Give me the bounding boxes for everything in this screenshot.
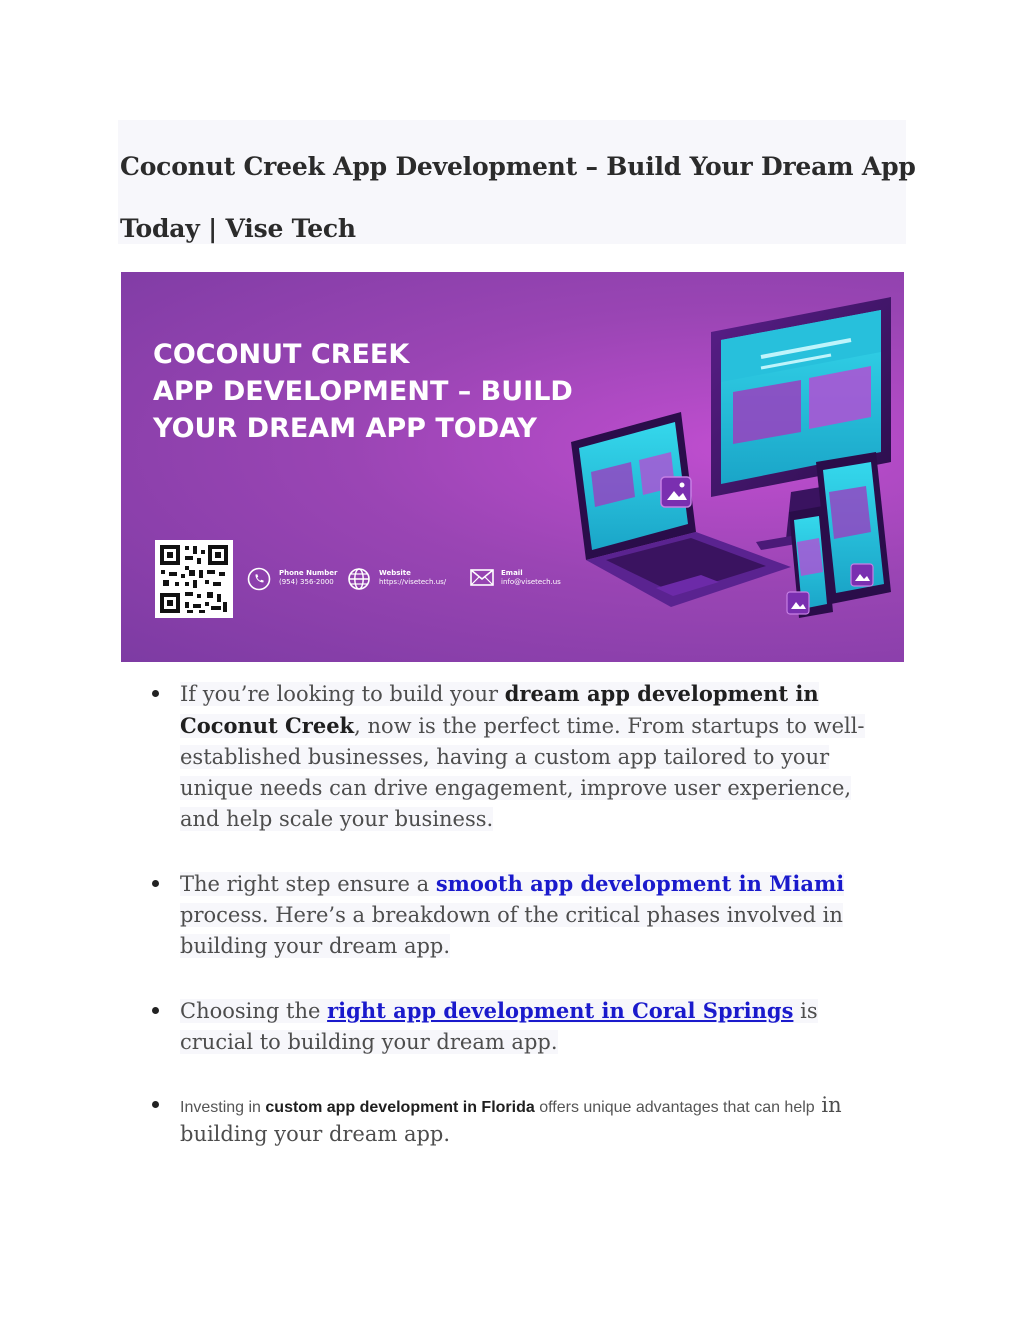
devices-illustration	[561, 292, 901, 642]
list-item	[180, 1092, 892, 1148]
bullet-2-pre: The right step ensure a	[180, 872, 436, 896]
page-title-line-1: Coconut Creek App Development – Build Your Dream App	[120, 152, 916, 181]
contact-website	[347, 567, 457, 597]
bullet-1-pre: If you’re looking to build your	[180, 682, 505, 706]
coral-springs-link[interactable]: right app development in Coral Springs	[327, 998, 794, 1023]
miami-link[interactable]: smooth app development in Miami	[435, 871, 845, 896]
email-value: info@visetech.us	[501, 578, 561, 586]
banner-headline-line-2: APP DEVELOPMENT – BUILD	[153, 376, 573, 407]
banner-headline-line-3: YOUR DREAM APP TODAY	[153, 413, 537, 444]
bullet-dot-icon	[152, 1007, 159, 1014]
phone-label: Phone Number	[279, 569, 338, 577]
envelope-icon	[469, 567, 495, 589]
bullet-1-strong: dream app development in Coconut Creek	[180, 681, 819, 738]
bullet-3-pre: Choosing the	[180, 999, 328, 1023]
bullet-4-pre: Investing in	[180, 1099, 266, 1116]
website-label: Website	[379, 569, 411, 577]
bullet-dot-icon	[152, 690, 159, 697]
bullet-1-post: , now is the perfect time. From startups to well-established businesses, having a custom app tailored to your unique needs can drive engagement, improve user experience, and help scale your business.	[180, 714, 865, 831]
globe-icon	[347, 567, 371, 591]
bullet-dot-icon	[152, 1101, 159, 1108]
title-box	[118, 120, 916, 244]
contact-phone	[247, 567, 347, 597]
hero-banner-image	[121, 272, 904, 662]
bullet-2-post: process. Here’s a breakdown of the critical phases involved in building your dream app.	[180, 903, 843, 958]
phone-icon	[247, 567, 271, 591]
list-item	[180, 995, 892, 1058]
bullet-3-post: is crucial to building your dream app.	[180, 999, 818, 1054]
email-label: Email	[501, 569, 523, 577]
bullet-dot-icon	[152, 880, 159, 887]
qr-code-icon	[155, 540, 233, 618]
website-value: https://visetech.us/	[379, 578, 447, 586]
phone-value: (954) 356-2000	[279, 578, 334, 586]
banner-headline-line-1: COCONUT CREEK	[153, 339, 410, 370]
page-title-line-2: Today | Vise Tech	[120, 214, 356, 243]
list-item	[180, 868, 892, 962]
list-item	[180, 678, 892, 835]
bullet-4-post: offers unique advantages that can help	[534, 1099, 815, 1116]
banner-headline	[153, 336, 573, 447]
bullet-4-tail: in building your dream app.	[180, 1093, 842, 1146]
bullet-4-strong: custom app development in Florida	[265, 1099, 535, 1116]
